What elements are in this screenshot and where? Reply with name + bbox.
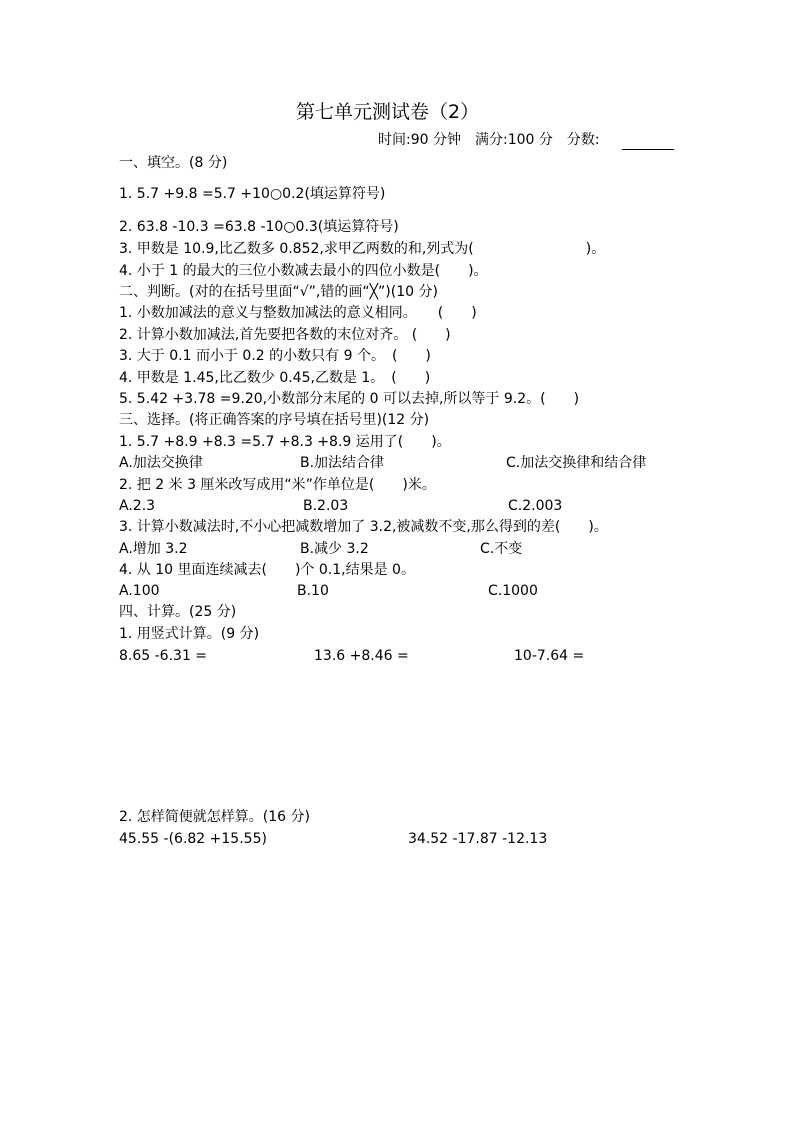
choice-2-option-b: B.2.03 xyxy=(303,498,349,514)
section-judge-heading: 二、判断。(对的在括号里面“√”,错的画“╳”)(10 分) xyxy=(119,284,438,300)
choice-question-3: 3. 计算小数减法时,不小心把减数增加了 3.2,被减数不变,那么得到的差( )。 xyxy=(119,519,608,535)
choice-3-option-a: A.增加 3.2 xyxy=(119,541,188,557)
choice-2-option-c: C.2.003 xyxy=(508,498,563,514)
calc-vertical-1: 8.65 -6.31 = xyxy=(119,648,208,664)
calc-simplify-2: 34.52 -17.87 -12.13 xyxy=(408,831,548,847)
choice-question-2: 2. 把 2 米 3 厘米改写成用“米”作单位是( )米。 xyxy=(119,477,436,493)
choice-question-1: 1. 5.7 +8.9 +8.3 =5.7 +8.3 +8.9 运用了( )。 xyxy=(119,434,451,450)
choice-1-option-a: A.加法交换律 xyxy=(119,455,203,471)
calc-vertical-3: 10-7.64 = xyxy=(514,648,585,664)
calc-simplify-1: 45.55 -(6.82 +15.55) xyxy=(119,831,267,847)
fill-question-3: 3. 甲数是 10.9,比乙数多 0.852,求甲乙两数的和,列式为( )。 xyxy=(119,241,606,257)
section-fill-heading: 一、填空。(8 分) xyxy=(119,155,228,171)
choice-4-option-c: C.1000 xyxy=(488,583,538,599)
judge-question-3: 3. 大于 0.1 而小于 0.2 的小数只有 9 个。 ( ) xyxy=(119,348,431,364)
choice-question-4: 4. 从 10 里面连续减去( )个 0.1,结果是 0。 xyxy=(119,562,415,578)
calc-part-2-heading: 2. 怎样简便就怎样算。(16 分) xyxy=(119,809,310,825)
fill-question-1: 1. 5.7 +9.8 =5.7 +10○0.2(填运算符号) xyxy=(119,186,386,202)
page-title: 第七单元测试卷（2） xyxy=(296,101,480,123)
choice-3-option-b: B.减少 3.2 xyxy=(300,541,369,557)
calc-vertical-2: 13.6 +8.46 = xyxy=(314,648,409,664)
fill-question-2: 2. 63.8 -10.3 =63.8 -10○0.3(填运算符号) xyxy=(119,219,399,235)
section-choice-heading: 三、选择。(将正确答案的序号填在括号里)(12 分) xyxy=(119,412,430,428)
judge-question-5: 5. 5.42 +3.78 =9.20,小数部分末尾的 0 可以去掉,所以等于 9.2。( ) xyxy=(119,391,580,407)
choice-2-option-a: A.2.3 xyxy=(119,498,156,514)
choice-1-option-b: B.加法结合律 xyxy=(300,455,385,471)
choice-3-option-c: C.不变 xyxy=(480,541,523,557)
choice-4-option-a: A.100 xyxy=(119,583,160,599)
judge-question-1: 1. 小数加减法的意义与整数加减法的意义相同。 ( ) xyxy=(119,305,477,321)
fill-question-4: 4. 小于 1 的最大的三位小数减去最小的四位小数是( )。 xyxy=(119,263,488,279)
judge-question-2: 2. 计算小数加减法,首先要把各数的末位对齐。 ( ) xyxy=(119,327,451,343)
calc-part-1-heading: 1. 用竖式计算。(9 分) xyxy=(119,626,260,642)
section-calc-heading: 四、计算。(25 分) xyxy=(119,604,237,620)
exam-meta: 时间:90 分钟 满分:100 分 分数: xyxy=(378,132,600,148)
choice-1-option-c: C.加法交换律和结合律 xyxy=(506,455,647,471)
choice-4-option-b: B.10 xyxy=(297,583,329,599)
score-blank[interactable] xyxy=(622,149,674,150)
judge-question-4: 4. 甲数是 1.45,比乙数少 0.45,乙数是 1。 ( ) xyxy=(119,370,431,386)
